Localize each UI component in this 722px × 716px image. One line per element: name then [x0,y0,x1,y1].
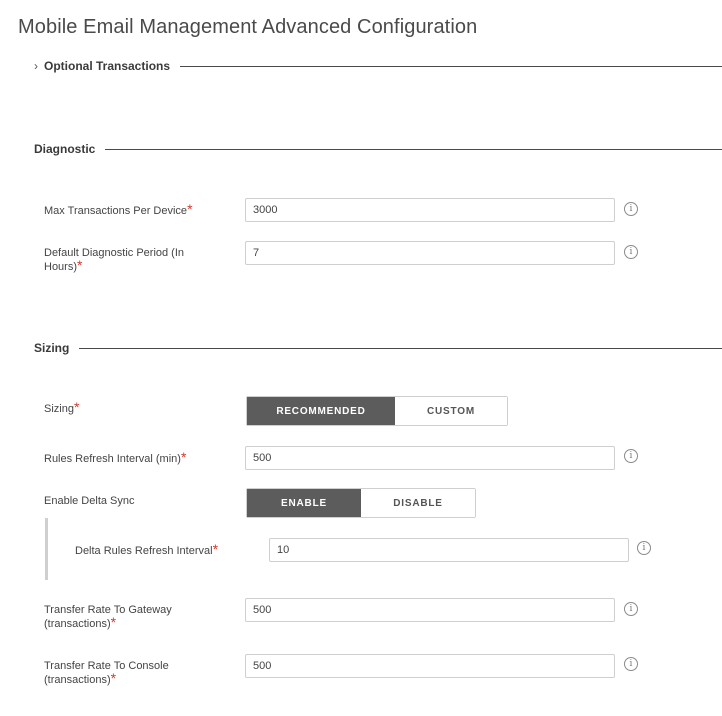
rules-refresh-label: Rules Refresh Interval (min)* [44,449,187,465]
required-mark: * [212,541,219,557]
transfer-rate-gateway-input[interactable] [245,598,615,622]
custom-option[interactable]: CUSTOM [395,397,507,425]
chevron-right-icon: › [34,59,38,73]
info-icon[interactable]: i [624,449,638,463]
enable-delta-sync-label: Enable Delta Sync [44,495,135,507]
max-transactions-label: Max Transactions Per Device* [44,201,193,217]
transfer-rate-gateway-label: Transfer Rate To Gateway (transactions)* [44,604,172,630]
required-mark: * [180,449,187,465]
section-divider [79,348,722,349]
required-mark: * [110,670,117,686]
info-icon[interactable]: i [624,657,638,671]
disable-option[interactable]: DISABLE [361,489,475,517]
info-icon[interactable]: i [624,245,638,259]
optional-transactions-label: Optional Transactions [44,59,171,73]
diagnostic-header [34,142,722,156]
enable-option[interactable]: ENABLE [247,489,361,517]
required-mark: * [77,257,83,273]
required-mark: * [110,614,117,630]
max-transactions-input[interactable] [245,198,615,222]
default-diagnostic-period-input[interactable] [245,241,615,265]
transfer-rate-console-label: Transfer Rate To Console (transactions)* [44,660,169,686]
diagnostic-label: Diagnostic [34,142,96,156]
rules-refresh-input[interactable] [245,446,615,470]
sizing-section-label: Sizing [34,341,70,355]
default-diagnostic-period-label: Default Diagnostic Period (In Hours)* [44,247,185,273]
transfer-rate-console-input[interactable] [245,654,615,678]
required-mark: * [187,201,193,217]
page-title: Mobile Email Management Advanced Configuration [18,16,478,38]
required-mark: * [73,399,80,415]
recommended-option[interactable]: RECOMMENDED [247,397,395,425]
section-divider [105,149,722,150]
sizing-label: Sizing* [44,399,80,415]
info-icon[interactable]: i [637,541,651,555]
delta-rules-refresh-input[interactable] [269,538,629,562]
nested-indicator [45,518,48,580]
section-divider [180,66,722,67]
sizing-header [34,341,722,355]
optional-transactions-header[interactable] [34,59,722,73]
info-icon[interactable]: i [624,202,638,216]
delta-rules-refresh-label: Delta Rules Refresh Interval* [75,541,219,557]
delta-sync-toggle [246,488,476,518]
sizing-toggle [246,396,508,426]
info-icon[interactable]: i [624,602,638,616]
